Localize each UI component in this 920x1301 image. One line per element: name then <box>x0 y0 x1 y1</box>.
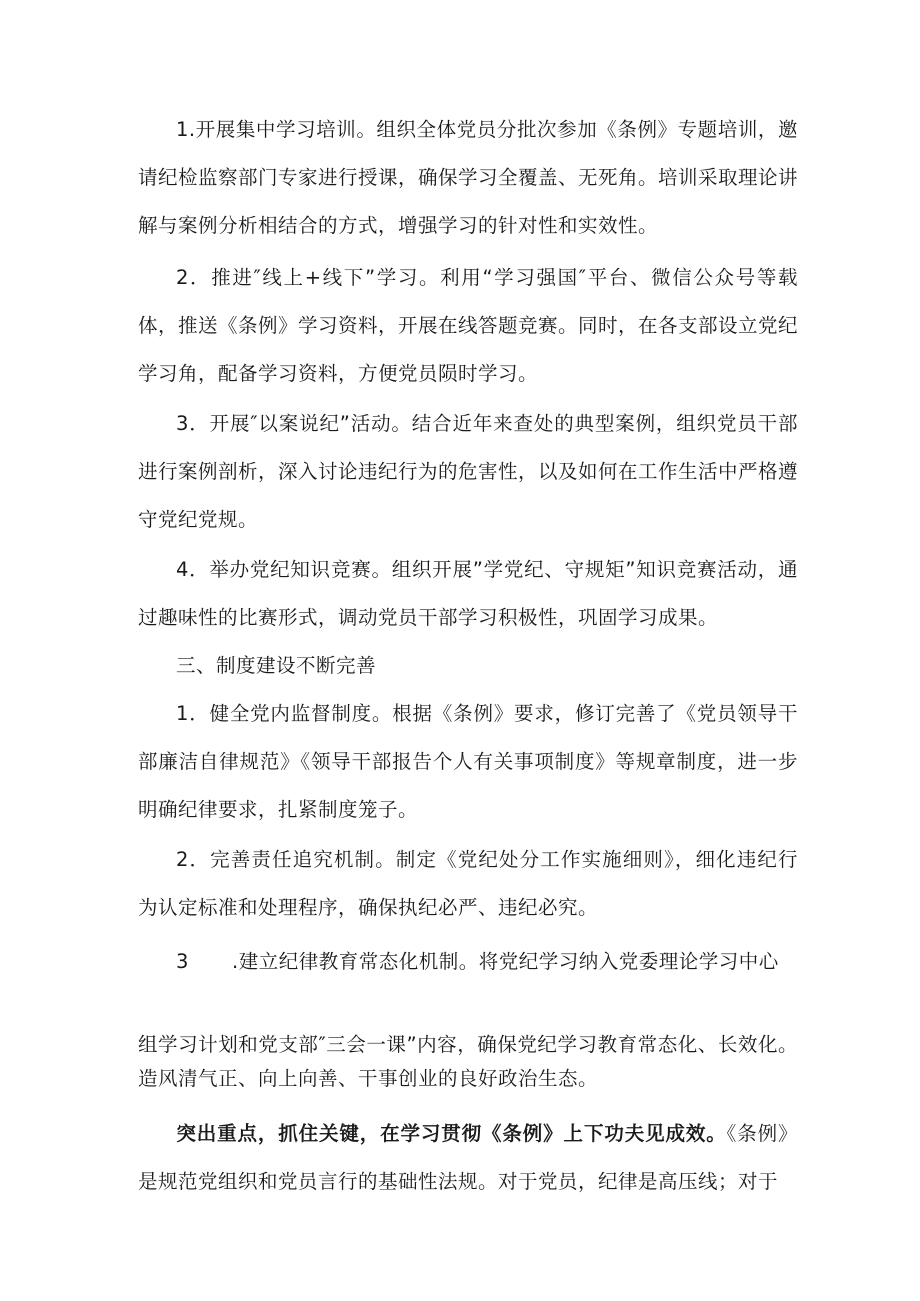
paragraph-5 <box>138 690 798 834</box>
paragraph-1 <box>138 106 798 250</box>
paragraph-2 <box>138 254 798 398</box>
paragraph-2-text: 2．推进″线上+线下”学习。利用“学习强国″平台、微信公众号等载体，推送《条例》学习资料，开展在线答题竞赛。同时，在各支部设立党纪学习角，配备学习资料，方便党员陨时学习。 <box>138 266 799 385</box>
paragraph-3 <box>138 400 798 544</box>
paragraph-7-number: 3 <box>176 950 189 973</box>
paragraph-1-text: 1.开展集中学习培训。组织全体党员分批次参加《条例》专题培训，邀请纪检监察部门专家进行授课，确保学习全覆盖、无死角。培训采取理论讲解与案例分析相结合的方式，增强学习的针对性和实效性。 <box>138 118 799 237</box>
paragraph-4-text: 4．举办党纪知识竞赛。组织开展”学党纪、守规矩”知识竞赛活动，通过趣味性的比赛形式，调动党员干部学习积极性，巩固学习成果。 <box>138 558 798 629</box>
paragraph-4 <box>138 546 798 642</box>
paragraph-5-text: 1．健全党内监督制度。根据《条例》要求，修订完善了《党员领导干部廉洁自律规范》《领导干部报告个人有关事项制度》等规章制度，进一步明确纪律要求，扎紧制度笼子。 <box>138 702 798 821</box>
paragraph-9-bold-text: 突出重点，抓住关键，在学习贯彻《条例》上下功夫见成效。 <box>176 1122 727 1145</box>
paragraph-7 <box>138 938 798 986</box>
section-heading <box>176 642 836 690</box>
paragraph-9-text: 《条例》是规范党组织和党员言行的基础性法规。对于党员，纪律是高压线；对于 <box>138 1122 798 1193</box>
paragraph-8 <box>138 1028 798 1096</box>
paragraph-3-text: 3．开展″以案说纪”活动。结合近年来查处的典型案例，组织党员干部进行案例剖析，深入讨论违纪行为的危害性，以及如何在工作生活中严格遵守党纪党规。 <box>138 412 799 531</box>
paragraph-6 <box>138 836 798 932</box>
section-heading-text: 三、制度建设不断完善 <box>176 654 377 677</box>
paragraph-8-text: 组学习计划和党支部″三会一课”内容，确保党纪学习教育常态化、长效化。造风清气正、向上向善、干事创业的良好政治生态。 <box>138 1033 798 1090</box>
paragraph-7-text: .建立纪律教育常态化机制。将党纪学习纳入党委理论学习中心 <box>232 950 779 973</box>
paragraph-9 <box>138 1110 798 1206</box>
paragraph-6-text: 2．完善责任追究机制。制定《党纪处分工作实施细则》，细化违纪行为认定标准和处理程序，确保执纪必严、违纪必究。 <box>138 848 798 919</box>
